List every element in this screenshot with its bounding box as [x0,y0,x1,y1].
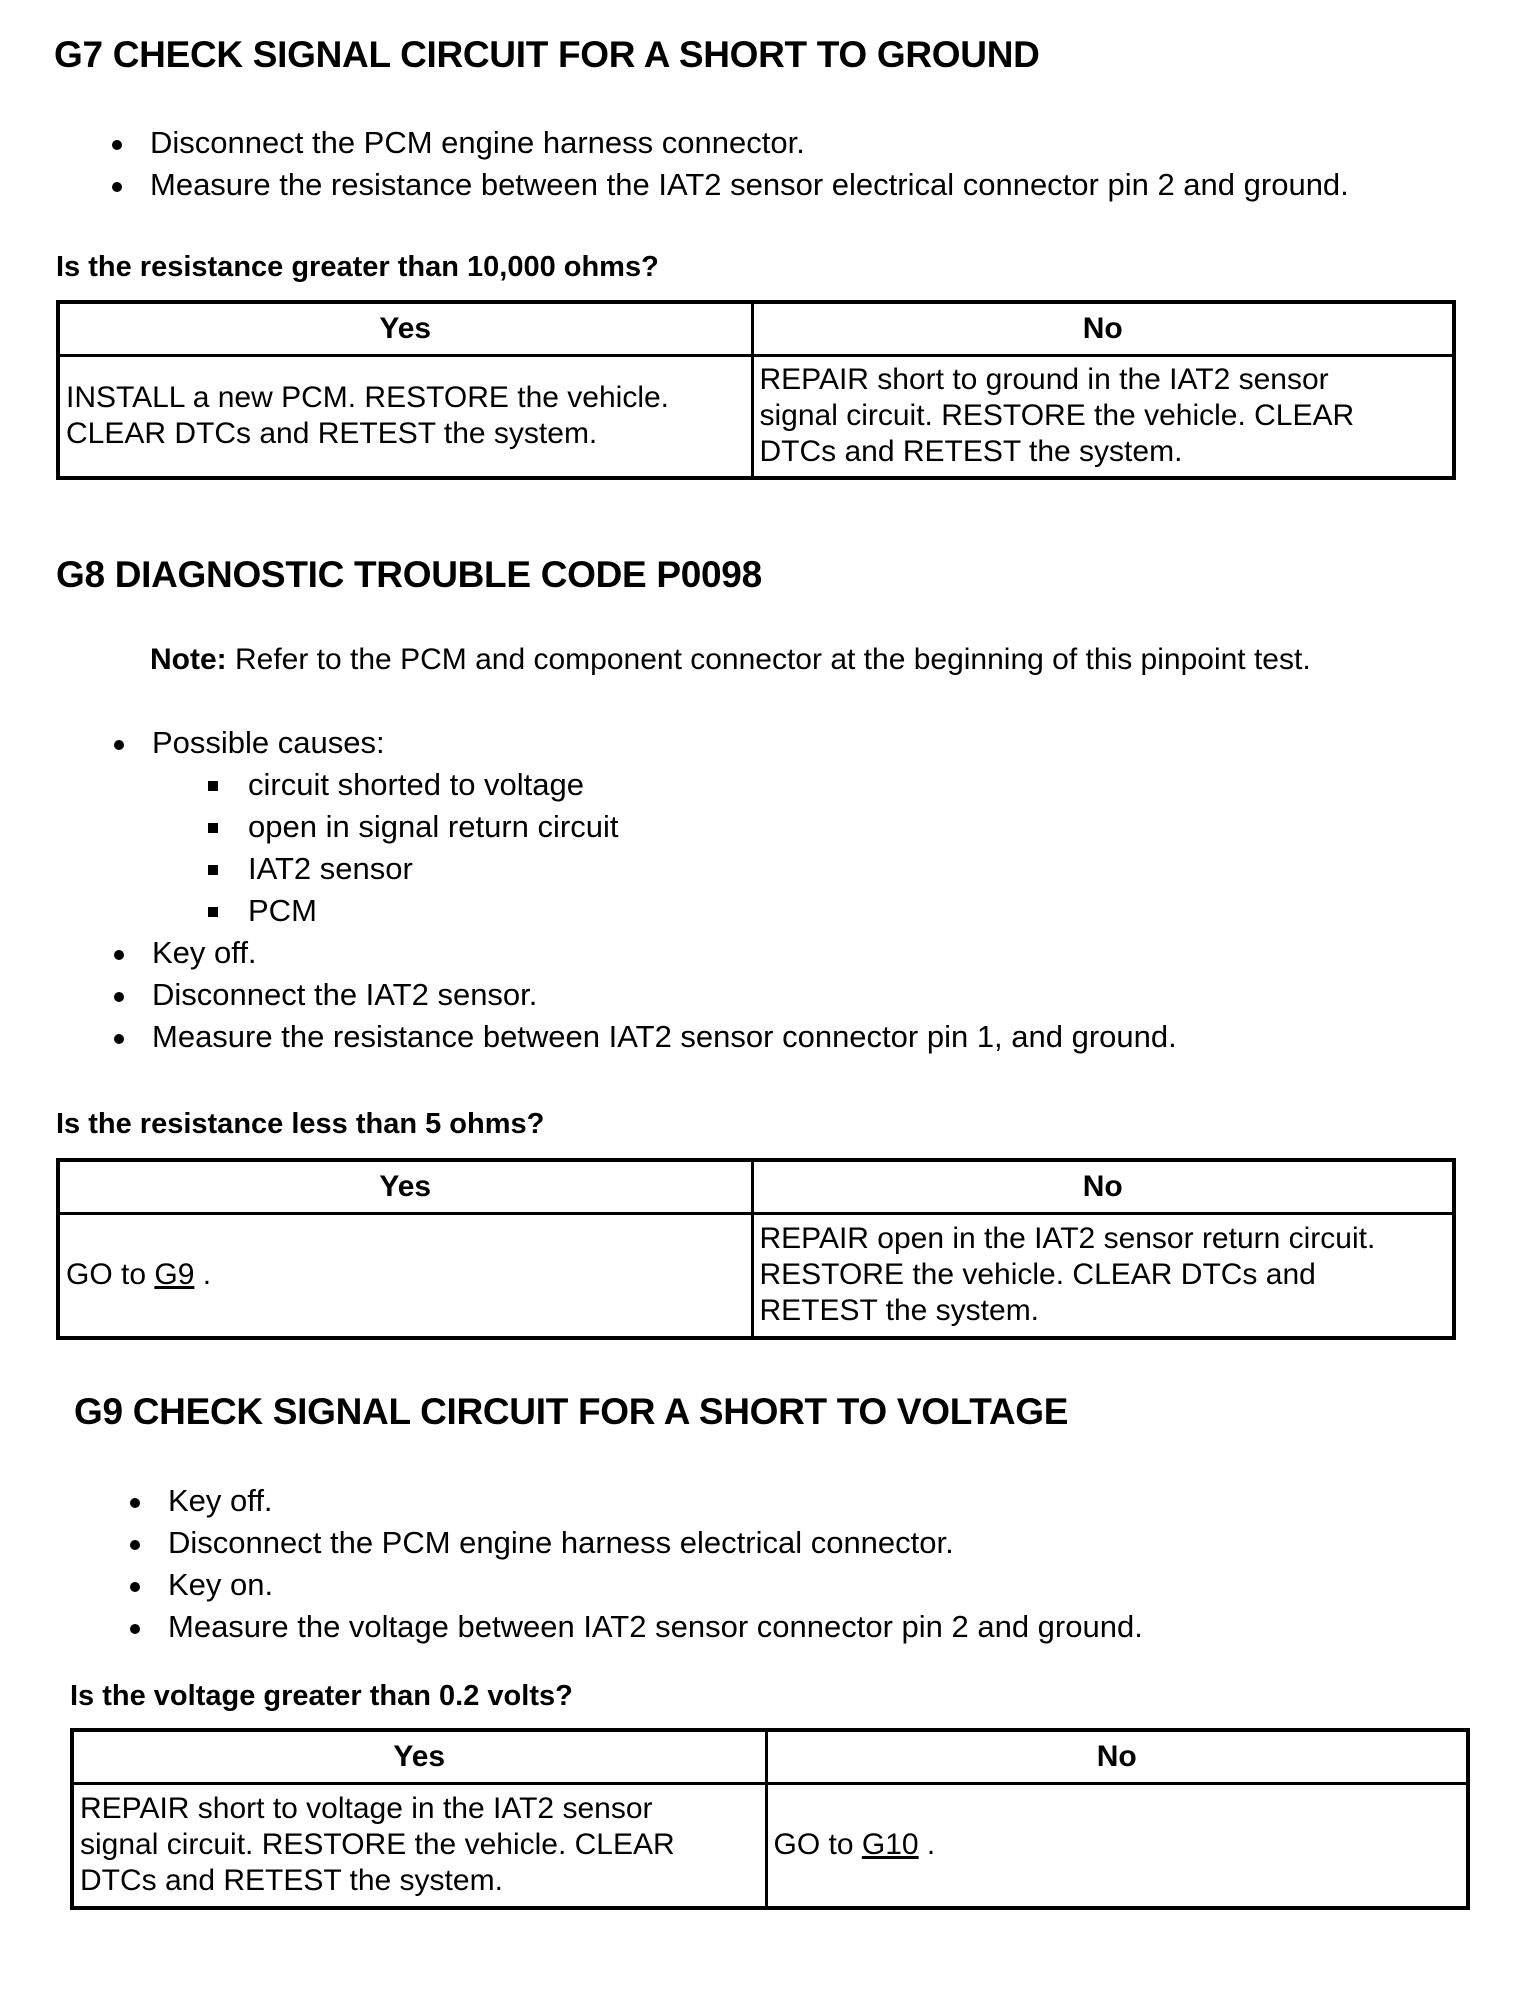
g8-question: Is the resistance less than 5 ohms? [56,1108,545,1140]
list-item: Key off. [126,1480,1143,1522]
no-action-line: RESTORE the vehicle. CLEAR DTCs and [759,1258,1316,1292]
no-header: No [766,1730,1468,1784]
g8-steps [110,722,1177,1058]
list-item: circuit shorted to voltage [152,764,1177,806]
no-action-line: REPAIR short to ground in the IAT2 sensor [759,363,1329,397]
note-text: Refer to the PCM and component connector at the beginning of this pinpoint test. [226,643,1311,676]
go-to-g10-link[interactable]: G10 [861,1828,919,1862]
no-action-line: RETEST the system. [759,1294,1040,1328]
yes-action [72,1784,766,1908]
list-item: Disconnect the IAT2 sensor. [110,974,1177,1016]
no-header: No [752,1160,1454,1214]
list-item: Disconnect the PCM engine harness electrical connector. [126,1522,1143,1564]
g9-steps [126,1480,1143,1648]
yes-action [58,356,752,478]
table-header-row [72,1730,1468,1784]
yes-header: Yes [72,1730,766,1784]
list-item: open in signal return circuit [152,806,1177,848]
table-row [58,356,1454,478]
yes-action-suffix: . [194,1258,212,1292]
no-action-line: REPAIR open in the IAT2 sensor return circuit. [759,1222,1376,1256]
table-row [58,1214,1454,1338]
g8-note [150,643,1311,677]
yes-action-line: INSTALL a new PCM. RESTORE the vehicle. [66,381,670,415]
g9-result-table [70,1728,1470,1910]
yes-header: Yes [58,302,752,356]
g7-question: Is the resistance greater than 10,000 ohms? [56,251,659,283]
list-item: Measure the resistance between IAT2 sensor connector pin 1, and ground. [110,1016,1177,1058]
list-item: Disconnect the PCM engine harness connector. [108,122,1349,164]
g9-question: Is the voltage greater than 0.2 volts? [70,1680,573,1712]
g7-steps [108,122,1349,206]
no-header: No [752,302,1454,356]
yes-action-line: REPAIR short to voltage in the IAT2 sensor [80,1792,653,1826]
table-row [72,1784,1468,1908]
no-action-prefix: GO to [773,1828,862,1862]
g9-heading: G9 CHECK SIGNAL CIRCUIT FOR A SHORT TO VOLTAGE [74,1391,1069,1432]
g8-result-table [56,1158,1456,1340]
no-action-line: signal circuit. RESTORE the vehicle. CLEAR [759,399,1355,433]
yes-action-prefix: GO to [66,1258,155,1292]
list-item: Measure the voltage between IAT2 sensor connector pin 2 and ground. [126,1606,1143,1648]
no-action [752,1214,1454,1338]
yes-action-line: CLEAR DTCs and RETEST the system. [66,417,598,451]
table-header-row [58,1160,1454,1214]
g8-heading: G8 DIAGNOSTIC TROUBLE CODE P0098 [56,554,762,595]
no-action [766,1784,1468,1908]
no-action-line: DTCs and RETEST the system. [759,435,1183,469]
list-item: PCM [152,890,1177,932]
list-item: Measure the resistance between the IAT2 sensor electrical connector pin 2 and ground. [108,164,1349,206]
go-to-g9-link[interactable]: G9 [154,1258,195,1292]
possible-causes-list [152,764,1177,932]
note-label: Note: [150,643,227,676]
yes-action [58,1214,752,1338]
list-item: IAT2 sensor [152,848,1177,890]
table-header-row [58,302,1454,356]
g7-heading: G7 CHECK SIGNAL CIRCUIT FOR A SHORT TO GROUND [54,34,1040,75]
yes-header: Yes [58,1160,752,1214]
yes-action-line: signal circuit. RESTORE the vehicle. CLEAR [80,1828,675,1862]
no-action [752,356,1454,478]
possible-causes-label: Possible causes: [152,725,385,760]
g7-result-table [56,300,1456,480]
list-item: Key off. [110,932,1177,974]
list-item: Key on. [126,1564,1143,1606]
yes-action-line: DTCs and RETEST the system. [80,1864,503,1898]
list-item [110,722,1177,932]
no-action-suffix: . [918,1828,936,1862]
